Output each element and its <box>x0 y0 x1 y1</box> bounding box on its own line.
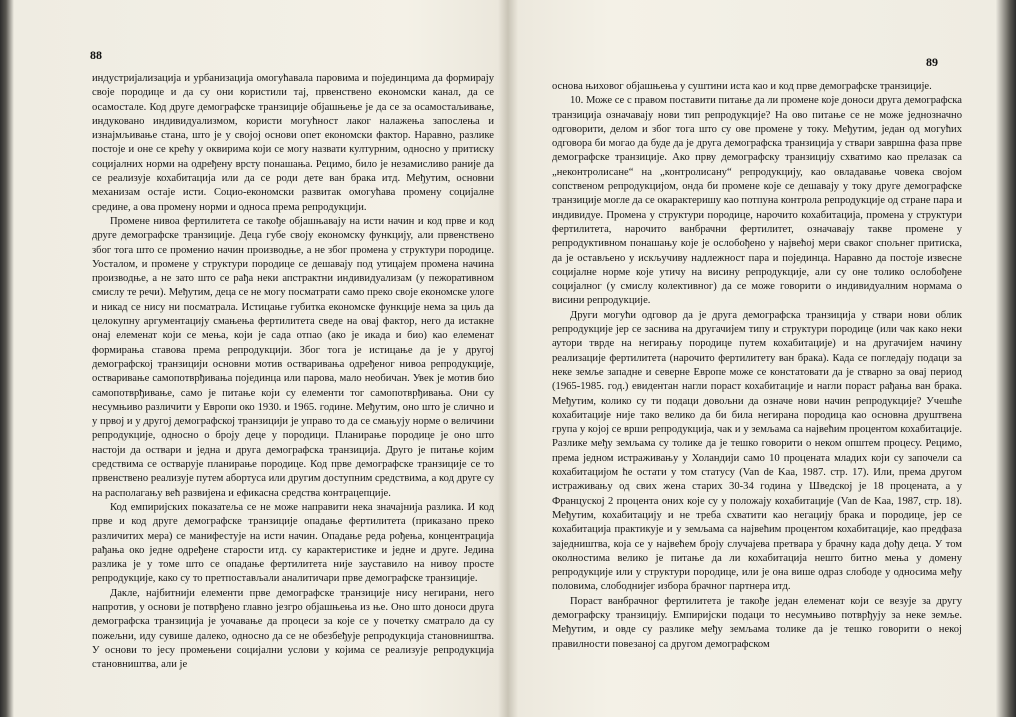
paragraph: индустријализација и урбанизација омогућавала паровима и појединцима да формирају своје породице и да су они користили тај, првенствено економски канал, да се осамостале. Код друге демографске транзиције објашњење је да се за осамостаљивање, индуковано индивидуализмом, користи могућност лаког налажења запослења и изнајмљивање стана, што је у својој основи опет економски фактор. Наравно, разлике постоје и оне се крећу у оквирима који се могу назвати културним, односно у притиску социјалних норми на одређену врсту понашања. Рецимо, било је незамисливо раније да се реализује кохабитација или да се роди дете ван брака итд. Међутим, основни механизам остаје исти. Социо-економски развитак омогућава промену социјалне средине, а ова промену норми и односа према репродукцији. <box>92 73 494 213</box>
paragraph: Други могући одговор да је друга демографска транзиција у ствари нови облик репродукције јер се заснива на другачијем типу и структури породице (или чак како неки аутори тврде на негирању породице путем кохабитације) и на другачијем начину реализације фертилитета (нарочито фертилитету ван брака). Када се погледају подаци за неке земље западне и северне Европе може се констатовати да је стварно за овај период (1965-1985. год.) евидентан нагли пораст кохабитације и нагли пораст рађања ван брака. Међутим, колико су ти подаци довољни да означе нови начин репродукције? Учешће кохабитације није тако велико да би била негирана породица као основна друштвена група у којој се врши репродукција, чак и у земљама са највећим процентом кохабитације. Разлике међу земљама су толике да је тешко говорити о неком општем процесу. Рецимо, према једном истраживању у Холандији само 10 процената младих који су започели са кохабитацијом ће остати у том статусу (Van de Kaa, 1987. стр. 17). Или, према другом истраживању од свих жена старих 30-34 година у Шведској је 18 процената, а у Француској 2 процента оних које су у положају кохабитације (Van de Kaa, 1987, стр. 18). Међутим, кохабитацију и не треба схватити као негацију брака и породице, јер се кохабитација практикује и у земљама са највећим процентом кохабитације, као предфаза заједништва, која се у највећем броју случајева претвара у брачну када дођу деца. У том околностима велико је питање да ли кохабитација нешто битно мења у домену репродукције или у структури породице, или је она више одраз слободе у односима међу половима, слободнијег избора брачног партнера итд. <box>552 309 962 593</box>
paragraph: Пораст ванбрачног фертилитета је такође један елеменат који се везује за другу демографску транзицију. Емпиријски подаци то несумњиво потврђују за неке земље. Међутим, и овде су разлике међу земљама толике да је тешко говорити о некој правилности повезаној са другом демографском <box>552 595 962 650</box>
paragraph: основа њиховог објашњења у суштини иста као и код прве демографске транзиције. <box>552 81 932 92</box>
page-number: 89 <box>926 55 938 69</box>
right-page <box>512 0 1002 717</box>
page-body <box>92 72 494 672</box>
paragraph: Промене нивоа фертилитета се такође објашњавају на исти начин и код прве и код друге демографске транзиције. Деца губе своју економску функцију, али првенствено због тога што се променио начин производње, а не због промена у структури породице. Уосталом, и промене у структури породице се дешавају под утицајем промена начина производње, а не зато што се рађа неки апстрактни индивидуализам (у пежоративном смислу те речи). Међутим, деца се не могу посматрати само преко своје економске улоге и никад се нису ни посматрала. Истицање губитка економске функције нема за циљ да целокупну аргументацију смањења фертилитета сведе на овај фактор, него да истакне онај елеменат који се мења, који је сада отпао (ако је икада и био) као елеменат формирања ставова према репродукцији. Због тога је истицање да је у другој демографској транзицији основни мотив остваривања одређеног нивоа репродукције, остваривање самопотврђивања појединца или парова, мало необичан. Увек је мотив био самопотврђивање, само је питање који су елементи тог самопотврђивања. Они су несумњиво различити у Европи око 1930. и 1965. године. Међутим, оно што је слично и у првој и у другој демографској транзицији је управо то да се смањују норме о величини репродукције, односно о броју деце у породици. Планирање породице је оно што настоји да оствари и једна и друга демографска транзиција. Друго је питање којим средствима се остварује планирање породице. Код прве демографске транзиције се то првенствено реализује путем абортуса или другим доступним средствима, а код друге су на располагању већ развијена и ефикасна средства контрацепције. <box>92 215 494 499</box>
left-page <box>14 0 506 717</box>
paragraph: Код емпиријских показатеља се не може направити нека значајнија разлика. И код прве и код друге демографске транзиције опадање фертилитета (приказано преко различитих мера) се манифестује на исти начин. Опадање реда рођења, концентрација рађања око једне одређене старости итд. су карактеристике и једне и друге. Једина разлика је у томе што се опадање фертилитета није зауставило на нивоу просте репродукције, како су то претпостављали аналитичари прве демографске транзиције. <box>92 501 494 585</box>
page-number: 88 <box>90 48 102 62</box>
page-body <box>552 80 962 652</box>
paragraph: Дакле, најбитнији елементи прве демографске транзиције нису негирани, него напротив, у основи је потврђено главно језгро објашњења из ње. Оно што доноси друга демографска транзиција је уочавање да процеси за које се у почетку сматрало да су пожељни, иду сувише далеко, односно да се не обезбеђује репродукција становништва. У основи то јесу промењени социјални услови у којима се реализује репродукција становништва, али је <box>92 587 494 671</box>
paragraph: 10. Може се с правом поставити питање да ли промене које доноси друга демографска транзиција означавају нови тип репродукције? На ово питање се не може једнозначно одговорити, делом и због тога што су ове промене у току. Међутим, један од могућих одговора би могао да буде да је друга демографска транзиција у ствари завршна фаза прве демографске транзиције. Ако прву демографску транзицију схватимо као прелазак са „неконтролисане“ на „контролисану“ репродукцију, као овладавање човека својом сопственом репродукцијом, онда би промене које се дешавају у току друге демографске транзиције могле да се окарактеришу као потпуна контрола репродукције од стране пара и индивидуе. Промена у структури породице, нарочито кохабитација, промена у структури фертилитета, нарочито ванбрачни фертилитет, означавају такве промене у репродуктивном понашању које је ослобођено у највећој мери сваког спољнег притиска, да је остављено у искључиву надлежност пара и појединца. Наравно да постоје извесне социјалне норме које утичу на висину репродукције, али су оне толико ослобођене социјалног (у смислу колективног) да се може говорити о индивидуалним нормама о висини репродукције. <box>552 95 962 307</box>
